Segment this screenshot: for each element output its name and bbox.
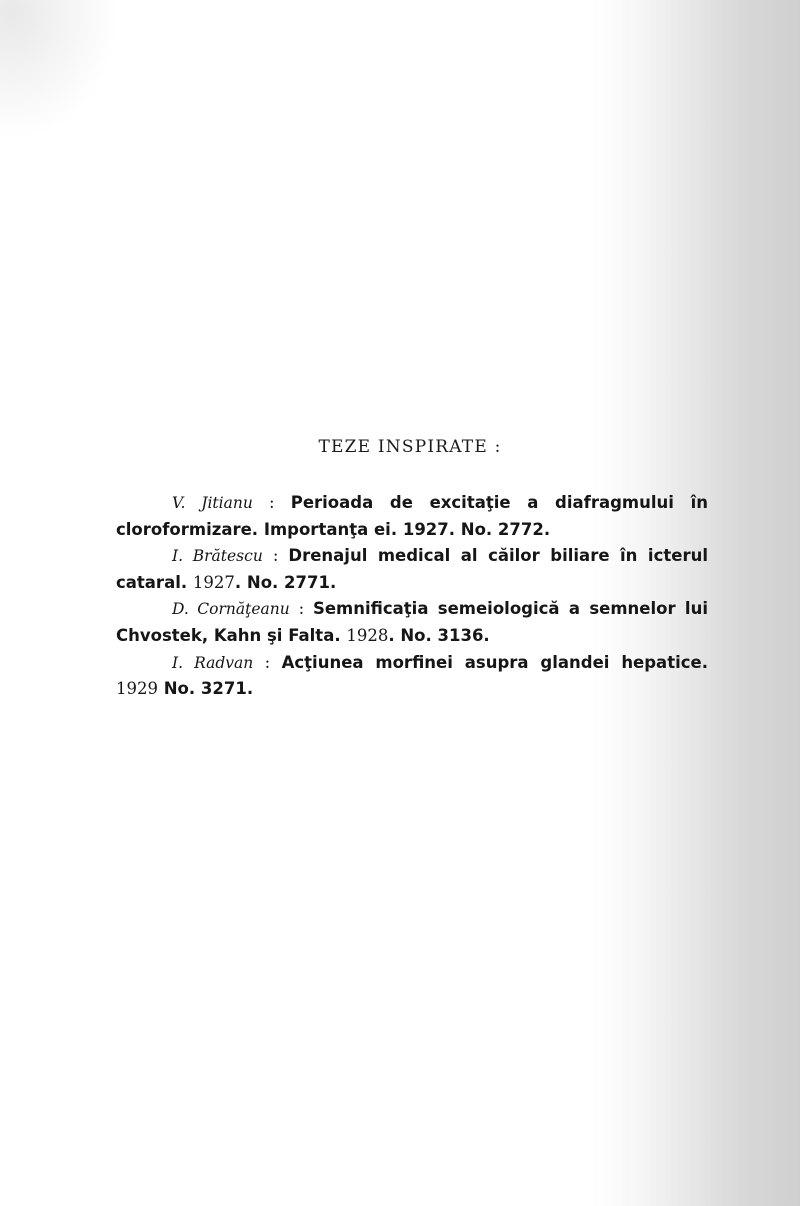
thesis-entry-2 — [116, 543, 708, 596]
thesis-author: V. Jitianu — [172, 494, 253, 512]
thesis-year: 1929 — [116, 679, 158, 699]
section-heading: TEZE INSPIRATE : — [318, 437, 502, 457]
thesis-title: Drenajul medical al căilor biliare în icterul cataral. — [116, 546, 708, 592]
thesis-author: D. Cornăţeanu — [172, 600, 290, 619]
thesis-title: Acţiunea morfinei asupra glandei hepatice. — [281, 652, 708, 672]
thesis-year: 1928 — [346, 625, 389, 645]
thesis-author: I. Radvan — [172, 653, 254, 672]
thesis-title: Semnificaţia semeiologică a semnelor lui Chvostek, Kahn şi Falta. — [116, 599, 708, 645]
thesis-entry-1 — [116, 490, 708, 543]
author-separator: : — [252, 493, 291, 512]
thesis-number: . No. 2771. — [234, 572, 337, 592]
thesis-title: Perioada de excitaţie a diafragmului în cloroformizare. Importanţa ei. 1927. No. 2772. — [116, 493, 708, 539]
author-separator: : — [253, 652, 282, 672]
thesis-number: . No. 3136. — [388, 625, 490, 645]
thesis-number: No. 3271. — [158, 679, 254, 699]
thesis-author: I. Brătescu — [172, 547, 263, 566]
theses-list — [116, 490, 708, 703]
thesis-entry-3 — [116, 596, 708, 649]
author-separator: : — [289, 599, 313, 619]
thesis-entry-4 — [116, 650, 708, 703]
scan-artifact — [0, 0, 120, 140]
author-separator: : — [262, 546, 289, 566]
thesis-year: 1927 — [192, 572, 235, 592]
